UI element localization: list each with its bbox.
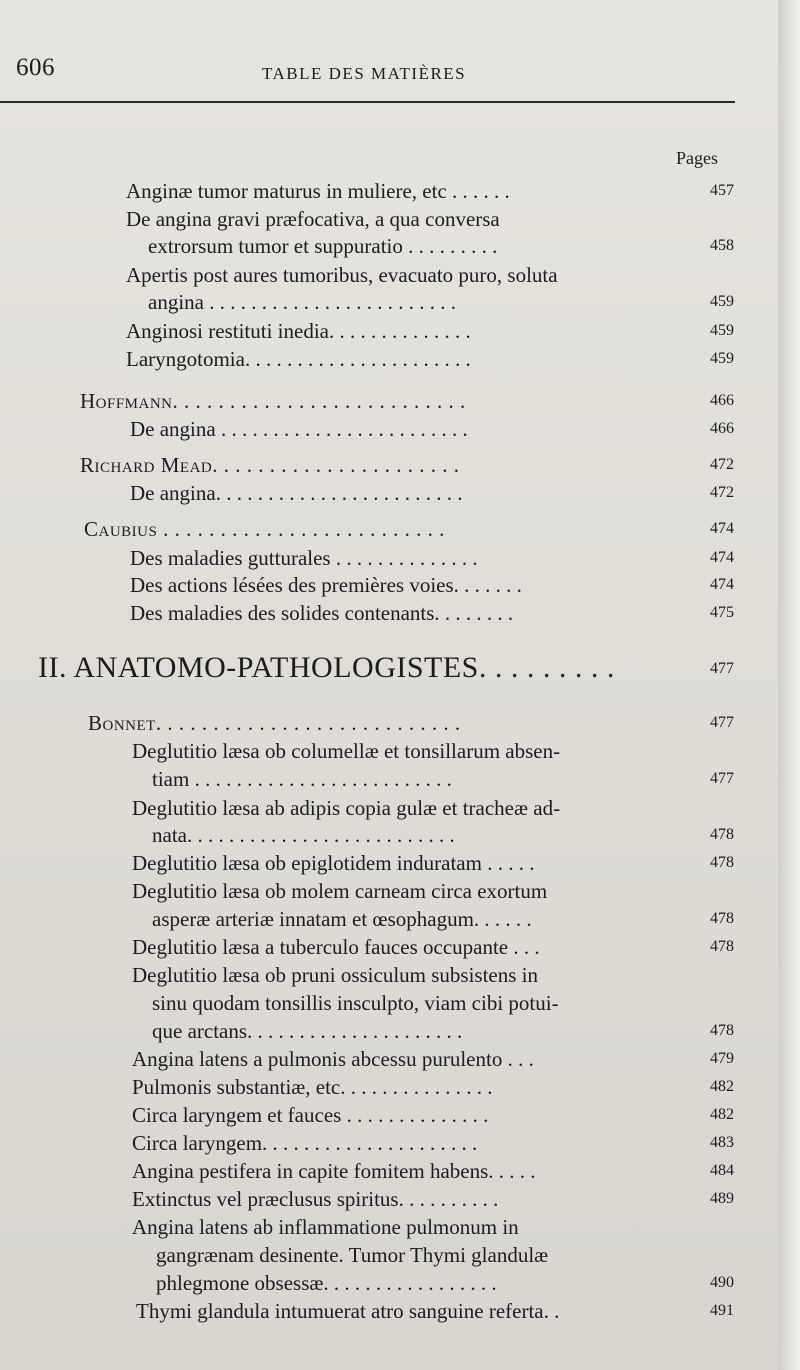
toc-entry: Des maladies des solides contenants. . . . . . . . [130,601,514,625]
toc-page-number: 482 [710,1078,734,1095]
toc-entry: Deglutitio læsa ob epiglotidem induratam . . . . . [132,851,535,875]
toc-page-number: 466 [710,392,734,409]
toc-page-number: 472 [710,484,734,501]
toc-author-entry: Richard Mead. . . . . . . . . . . . . . . . . . . . . . [80,453,460,477]
toc-page-number: 491 [710,1302,734,1319]
toc-entry-continuation: phlegmone obsessæ. . . . . . . . . . . . . . . . . [156,1271,497,1295]
toc-page-number: 474 [710,520,734,537]
toc-author-entry: Hoffmann. . . . . . . . . . . . . . . . . . . . . . . . . . [80,389,466,413]
toc-entry: Circa laryngem et fauces . . . . . . . . . . . . . . [132,1103,489,1127]
toc-entry: De angina gravi præfocativa, a qua conversa [126,207,500,231]
toc-page-number: 489 [710,1190,734,1207]
toc-entry-continuation: sinu quodam tonsillis insculpto, viam cibi potui- [152,991,559,1015]
toc-entry: Deglutitio læsa ob pruni ossiculum subsistens in [132,963,539,987]
toc-entry-continuation: nata. . . . . . . . . . . . . . . . . . . . . . . . . . [152,823,455,847]
toc-entry: Angina latens ab inflammatione pulmonum in [132,1215,519,1239]
toc-page-number: 459 [710,350,734,367]
toc-author-entry: Caubius . . . . . . . . . . . . . . . . . . . . . . . . . [84,517,445,541]
toc-entry-continuation: gangrænam desinente. Tumor Thymi glandulæ [156,1243,549,1267]
toc-entry: Angina latens a pulmonis abcessu purulento . . . [132,1047,534,1071]
page-number: 606 [16,54,55,81]
toc-entry: Apertis post aures tumoribus, evacuato puro, soluta [126,263,558,287]
toc-page-number: 478 [710,1022,734,1039]
toc-entry: Pulmonis substantiæ, etc. . . . . . . . . . . . . . . [132,1075,493,1099]
toc-entry: Extinctus vel præclusus spiritus. . . . . . . . . . [132,1187,499,1211]
toc-entry: Deglutitio læsa ab adipis copia gulæ et tracheæ ad- [132,796,561,820]
toc-page-number: 478 [710,854,734,871]
toc-page-number: 466 [710,420,734,437]
toc-entry: Circa laryngem. . . . . . . . . . . . . . . . . . . . . [132,1131,478,1155]
toc-entry: Anginæ tumor maturus in muliere, etc . . . . . . [126,179,510,203]
toc-entry-continuation: que arctans. . . . . . . . . . . . . . . . . . . . . [152,1019,463,1043]
toc-author-entry: Bonnet. . . . . . . . . . . . . . . . . . . . . . . . . . . [88,711,461,735]
toc-entry: De angina . . . . . . . . . . . . . . . . . . . . . . . . [130,417,468,441]
toc-page-number: 477 [710,770,734,787]
toc-entry: Laryngotomia. . . . . . . . . . . . . . . . . . . . . . [126,347,471,371]
toc-page-number: 479 [710,1050,734,1067]
toc-page-number: 475 [710,604,734,621]
toc-page-number: 472 [710,456,734,473]
toc-entry: Des maladies gutturales . . . . . . . . . . . . . . [130,546,478,570]
toc-page-number: 483 [710,1134,734,1151]
toc-page-number: 477 [710,714,734,731]
toc-entry: Deglutitio læsa ob molem carneam circa exortum [132,879,548,903]
toc-entry: Deglutitio læsa a tuberculo fauces occupante . . . [132,935,540,959]
section-heading: II. ANATOMO-PATHOLOGISTES. . . . . . . . . [38,651,615,684]
toc-page-number: 478 [710,910,734,927]
toc-entry: Anginosi restituti inedia. . . . . . . . . . . . . . [126,319,471,343]
running-head: TABLE DES MATIÈRES [262,64,467,83]
toc-entry: Des actions lésées des premières voies. . . . . . . [130,573,522,597]
toc-entry: De angina. . . . . . . . . . . . . . . . . . . . . . . . [130,481,463,505]
pages-column-label: Pages [676,148,718,168]
toc-page-number: 478 [710,938,734,955]
toc-page-number: 490 [710,1274,734,1291]
toc-page-number: 478 [710,826,734,843]
page-gutter [778,0,800,1370]
toc-entry-continuation: asperæ arteriæ innatam et œsophagum. . . . . . [152,907,532,931]
toc-page-number: 474 [710,549,734,566]
toc-page-number: 458 [710,237,734,254]
toc-page-number: 459 [710,293,734,310]
toc-page-number: 474 [710,576,734,593]
toc-page-number: 459 [710,322,734,339]
toc-entry: Deglutitio læsa ob columellæ et tonsillarum absen- [132,739,561,763]
toc-entry: Thymi glandula intumuerat atro sanguine referta. . [136,1299,560,1323]
toc-entry-continuation: angina . . . . . . . . . . . . . . . . . . . . . . . . [148,290,456,314]
toc-entry-continuation: tiam . . . . . . . . . . . . . . . . . . . . . . . . . [152,767,452,791]
toc-page-number: 484 [710,1162,734,1179]
toc-entry: Angina pestifera in capite fomitem habens. . . . . [132,1159,536,1183]
toc-page-number: 482 [710,1106,734,1123]
toc-entry-continuation: extrorsum tumor et suppuratio . . . . . . . . . [148,234,498,258]
header-rule [0,101,735,103]
toc-page-number: 457 [710,182,734,199]
section-page-number: 477 [710,660,734,677]
